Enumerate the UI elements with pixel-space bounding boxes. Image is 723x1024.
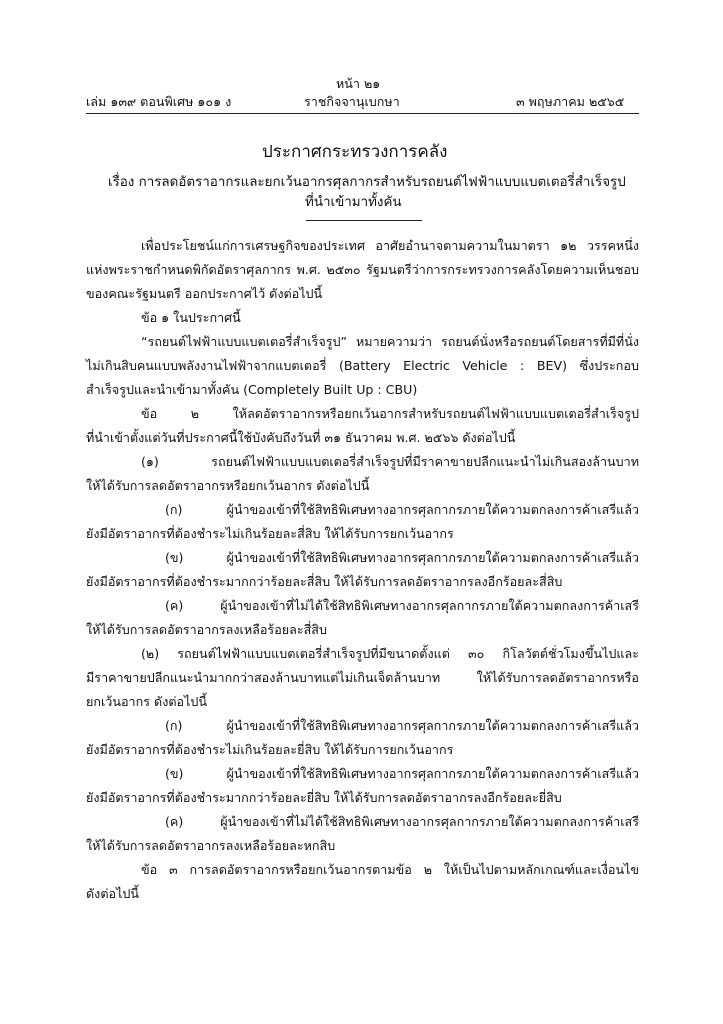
sub-item: (ค) ผู้นำของเข้าที่ไม่ได้ใช้สิทธิพิเศษทางอากรศุลกากรภายใต้ความตกลงการค้าเสรี	[165, 814, 639, 829]
body-line: ให้ได้รับการลดอัตราอากรหรือยกเว้นอากร ดังต่อไปนี้	[86, 478, 370, 493]
body-line: ดังต่อไปนี้	[86, 886, 140, 901]
gazette-name: ราชกิจจานุเบกษา	[304, 94, 400, 109]
body-line: ที่นำเข้าตั้งแต่วันที่ประกาศนี้ใช้บังคับถึงวันที่ ๓๑ ธันวาคม พ.ศ. ๒๕๖๖ ดังต่อไปนี้	[86, 430, 516, 445]
body-line: ยังมีอัตราอากรที่ต้องชำระมากกว่าร้อยละยี่สิบ ให้ได้รับการลดอัตราอากรลงอีกร้อยละยี่สิบ	[86, 790, 562, 805]
title-divider	[306, 220, 422, 221]
sub-clause: (๒) รถยนต์ไฟฟ้าแบบแบตเตอรี่สำเร็จรูปที่มีขนาดตั้งแต่ ๓๐ กิโลวัตต์ชั่วโมงขึ้นไปและ	[141, 646, 639, 661]
header-divider	[86, 113, 639, 114]
body-line: แห่งพระราชกำหนดพิกัดอัตราศุลกากร พ.ศ. ๒๕๓๐ รัฐมนตรีว่าการกระทรวงการคลังโดยความเห็นชอบ	[86, 262, 639, 277]
body-line: สำเร็จรูปและนำเข้ามาทั้งคัน (Completely Built Up : CBU)	[86, 382, 418, 397]
clause-heading: ข้อ ๓ การลดอัตราอากรหรือยกเว้นอากรตามข้อ ๒ ให้เป็นไปตามหลักเกณฑ์และเงื่อนไข	[141, 862, 639, 877]
notice-title: ประกาศกระทรวงการคลัง	[262, 142, 448, 162]
notice-subject: เรื่อง การลดอัตราอากรและยกเว้นอากรศุลกากรสำหรับรถยนต์ไฟฟ้าแบบแบตเตอรี่สำเร็จรูป	[108, 175, 626, 190]
page-number: หน้า ๒๑	[336, 76, 381, 91]
body-line: ให้ได้รับการลดอัตราอากรลงเหลือร้อยละสี่สิบ	[86, 622, 327, 637]
sub-item: (ก) ผู้นำของเข้าที่ใช้สิทธิพิเศษทางอากรศุลกากรภายใต้ความตกลงการค้าเสรีแล้ว	[165, 718, 639, 733]
body-line: มีราคาขายปลีกแนะนำมากกว่าสองล้านบาทแต่ไม่เกินเจ็ดล้านบาท ให้ได้รับการลดอัตราอากรหรือ	[86, 670, 639, 685]
sub-item: (ค) ผู้นำของเข้าที่ไม่ได้ใช้สิทธิพิเศษทางอากรศุลกากรภายใต้ความตกลงการค้าเสรี	[165, 598, 639, 613]
body-line: ยังมีอัตราอากรที่ต้องชำระไม่เกินร้อยละยี่สิบ ให้ได้รับการยกเว้นอากร	[86, 742, 454, 757]
body-line: ไม่เกินสิบคนแบบพลังงานไฟฟ้าจากแบตเตอรี่ (Battery Electric Vehicle : BEV) ซึ่งประกอบ	[86, 358, 639, 373]
sub-clause: (๑) รถยนต์ไฟฟ้าแบบแบตเตอรี่สำเร็จรูปที่มีราคาขายปลีกแนะนำไม่เกินสองล้านบาท	[141, 454, 639, 469]
notice-subject-cont: ที่นำเข้ามาทั้งคัน	[305, 195, 402, 210]
body-line: ยังมีอัตราอากรที่ต้องชำระมากกว่าร้อยละสี่สิบ ให้ได้รับการลดอัตราอากรลงอีกร้อยละสี่สิบ	[86, 574, 563, 589]
gazette-date: ๓ พฤษภาคม ๒๕๖๕	[516, 94, 625, 109]
body-line: เพื่อประโยชน์แก่การเศรษฐกิจของประเทศ อาศัยอำนาจตามความในมาตรา ๑๒ วรรคหนึ่ง	[141, 238, 639, 253]
sub-item: (ก) ผู้นำของเข้าที่ใช้สิทธิพิเศษทางอากรศุลกากรภายใต้ความตกลงการค้าเสรีแล้ว	[165, 502, 639, 517]
body-line: ของคณะรัฐมนตรี ออกประกาศไว้ ดังต่อไปนี้	[86, 286, 323, 301]
body-line: “รถยนต์ไฟฟ้าแบบแบตเตอรี่สำเร็จรูป” หมายความว่า รถยนต์นั่งหรือรถยนต์โดยสารที่มีที่นั่ง	[141, 334, 639, 349]
body-line: ยังมีอัตราอากรที่ต้องชำระไม่เกินร้อยละสี่สิบ ให้ได้รับการยกเว้นอากร	[86, 526, 454, 541]
clause-heading: ข้อ ๒ ให้ลดอัตราอากรหรือยกเว้นอากรสำหรับรถยนต์ไฟฟ้าแบบแบตเตอรี่สำเร็จรูป	[141, 406, 639, 421]
gazette-volume: เล่ม ๑๓๙ ตอนพิเศษ ๑๐๑ ง	[86, 94, 232, 109]
sub-item: (ข) ผู้นำของเข้าที่ใช้สิทธิพิเศษทางอากรศุลกากรภายใต้ความตกลงการค้าเสรีแล้ว	[165, 766, 639, 781]
body-line: ให้ได้รับการลดอัตราอากรลงเหลือร้อยละหกสิบ	[86, 838, 336, 853]
sub-item: (ข) ผู้นำของเข้าที่ใช้สิทธิพิเศษทางอากรศุลกากรภายใต้ความตกลงการค้าเสรีแล้ว	[165, 550, 639, 565]
clause-heading: ข้อ ๑ ในประกาศนี้	[141, 310, 241, 325]
body-line: ยกเว้นอากร ดังต่อไปนี้	[86, 694, 208, 709]
